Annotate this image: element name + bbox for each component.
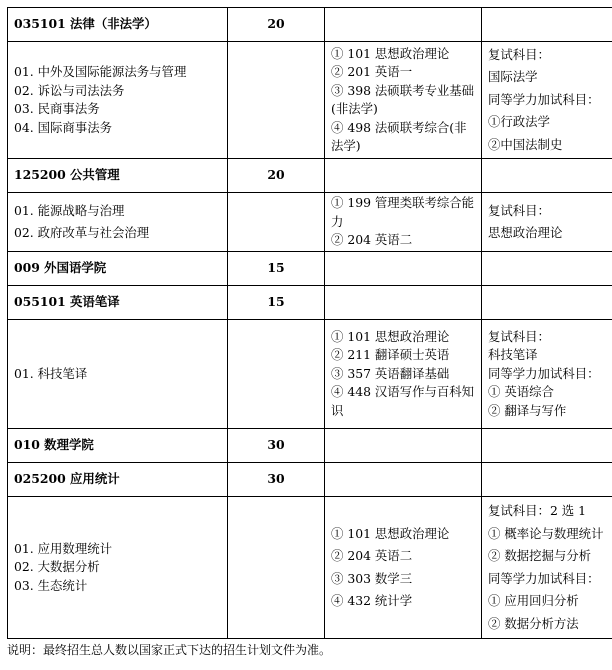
footnote: 说明：最终招生总人数以国家正式下达的招生计划文件为准。 xyxy=(7,643,332,657)
table-row xyxy=(8,42,612,159)
empty-cell xyxy=(228,193,325,252)
retest-subjects: 复试科目： 思想政治理论 xyxy=(482,193,612,252)
table-row xyxy=(8,193,612,252)
exam-subjects: ① 101 思想政治理论 ② 211 翻译硕士英语 ③ 357 英语翻译基础 ④ 448 汉语写作与百科知识 xyxy=(325,320,482,429)
retest-subjects: 复试科目： 国际法学 同等学力加试科目： ①行政法学 ②中国法制史 xyxy=(482,42,612,159)
research-directions: 01. 能源战略与治理 02. 政府改革与社会治理 xyxy=(8,193,228,252)
program-name: 035101 法律（非法学） xyxy=(8,8,228,42)
research-directions: 01. 科技笔译 xyxy=(8,320,228,429)
admissions-table xyxy=(7,7,612,639)
enrollment-count: 15 xyxy=(228,252,325,286)
table-row xyxy=(8,463,612,497)
enrollment-count: 30 xyxy=(228,429,325,463)
enrollment-count: 20 xyxy=(228,8,325,42)
table-row xyxy=(8,159,612,193)
retest-subjects: 复试科目：2 选 1 ① 概率论与数理统计 ② 数据挖掘与分析 同等学力加试科目： ① 应用回归分析 ② 数据分析方法 xyxy=(482,497,612,639)
empty-cell xyxy=(482,252,612,286)
table-row xyxy=(8,497,612,639)
empty-cell xyxy=(325,8,482,42)
retest-subjects: 复试科目： 科技笔译 同等学力加试科目： ① 英语综合 ② 翻译与写作 xyxy=(482,320,612,429)
empty-cell xyxy=(482,159,612,193)
program-name: 025200 应用统计 xyxy=(8,463,228,497)
table-row xyxy=(8,429,612,463)
table-row xyxy=(8,320,612,429)
research-directions: 01. 应用数理统计 02. 大数据分析 03. 生态统计 xyxy=(8,497,228,639)
school-name: 009 外国语学院 xyxy=(8,252,228,286)
empty-cell xyxy=(482,429,612,463)
table-row xyxy=(8,286,612,320)
empty-cell xyxy=(325,159,482,193)
school-name: 010 数理学院 xyxy=(8,429,228,463)
exam-subjects: ① 101 思想政治理论 ② 201 英语一 ③ 398 法硕联考专业基础(非法学) ④ 498 法硕联考综合(非法学) xyxy=(325,42,482,159)
exam-subjects: ① 199 管理类联考综合能力 ② 204 英语二 xyxy=(325,193,482,252)
empty-cell xyxy=(228,497,325,639)
enrollment-count: 15 xyxy=(228,286,325,320)
empty-cell xyxy=(228,320,325,429)
exam-subjects: ① 101 思想政治理论 ② 204 英语二 ③ 303 数学三 ④ 432 统计学 xyxy=(325,497,482,639)
empty-cell xyxy=(325,463,482,497)
empty-cell xyxy=(325,286,482,320)
table-row xyxy=(8,252,612,286)
program-name: 055101 英语笔译 xyxy=(8,286,228,320)
research-directions: 01. 中外及国际能源法务与管理 02. 诉讼与司法法务 03. 民商事法务 04. 国际商事法务 xyxy=(8,42,228,159)
empty-cell xyxy=(325,252,482,286)
table-row xyxy=(8,8,612,42)
empty-cell xyxy=(482,286,612,320)
empty-cell xyxy=(228,42,325,159)
empty-cell xyxy=(325,429,482,463)
program-name: 125200 公共管理 xyxy=(8,159,228,193)
empty-cell xyxy=(482,8,612,42)
empty-cell xyxy=(482,463,612,497)
enrollment-count: 30 xyxy=(228,463,325,497)
enrollment-count: 20 xyxy=(228,159,325,193)
